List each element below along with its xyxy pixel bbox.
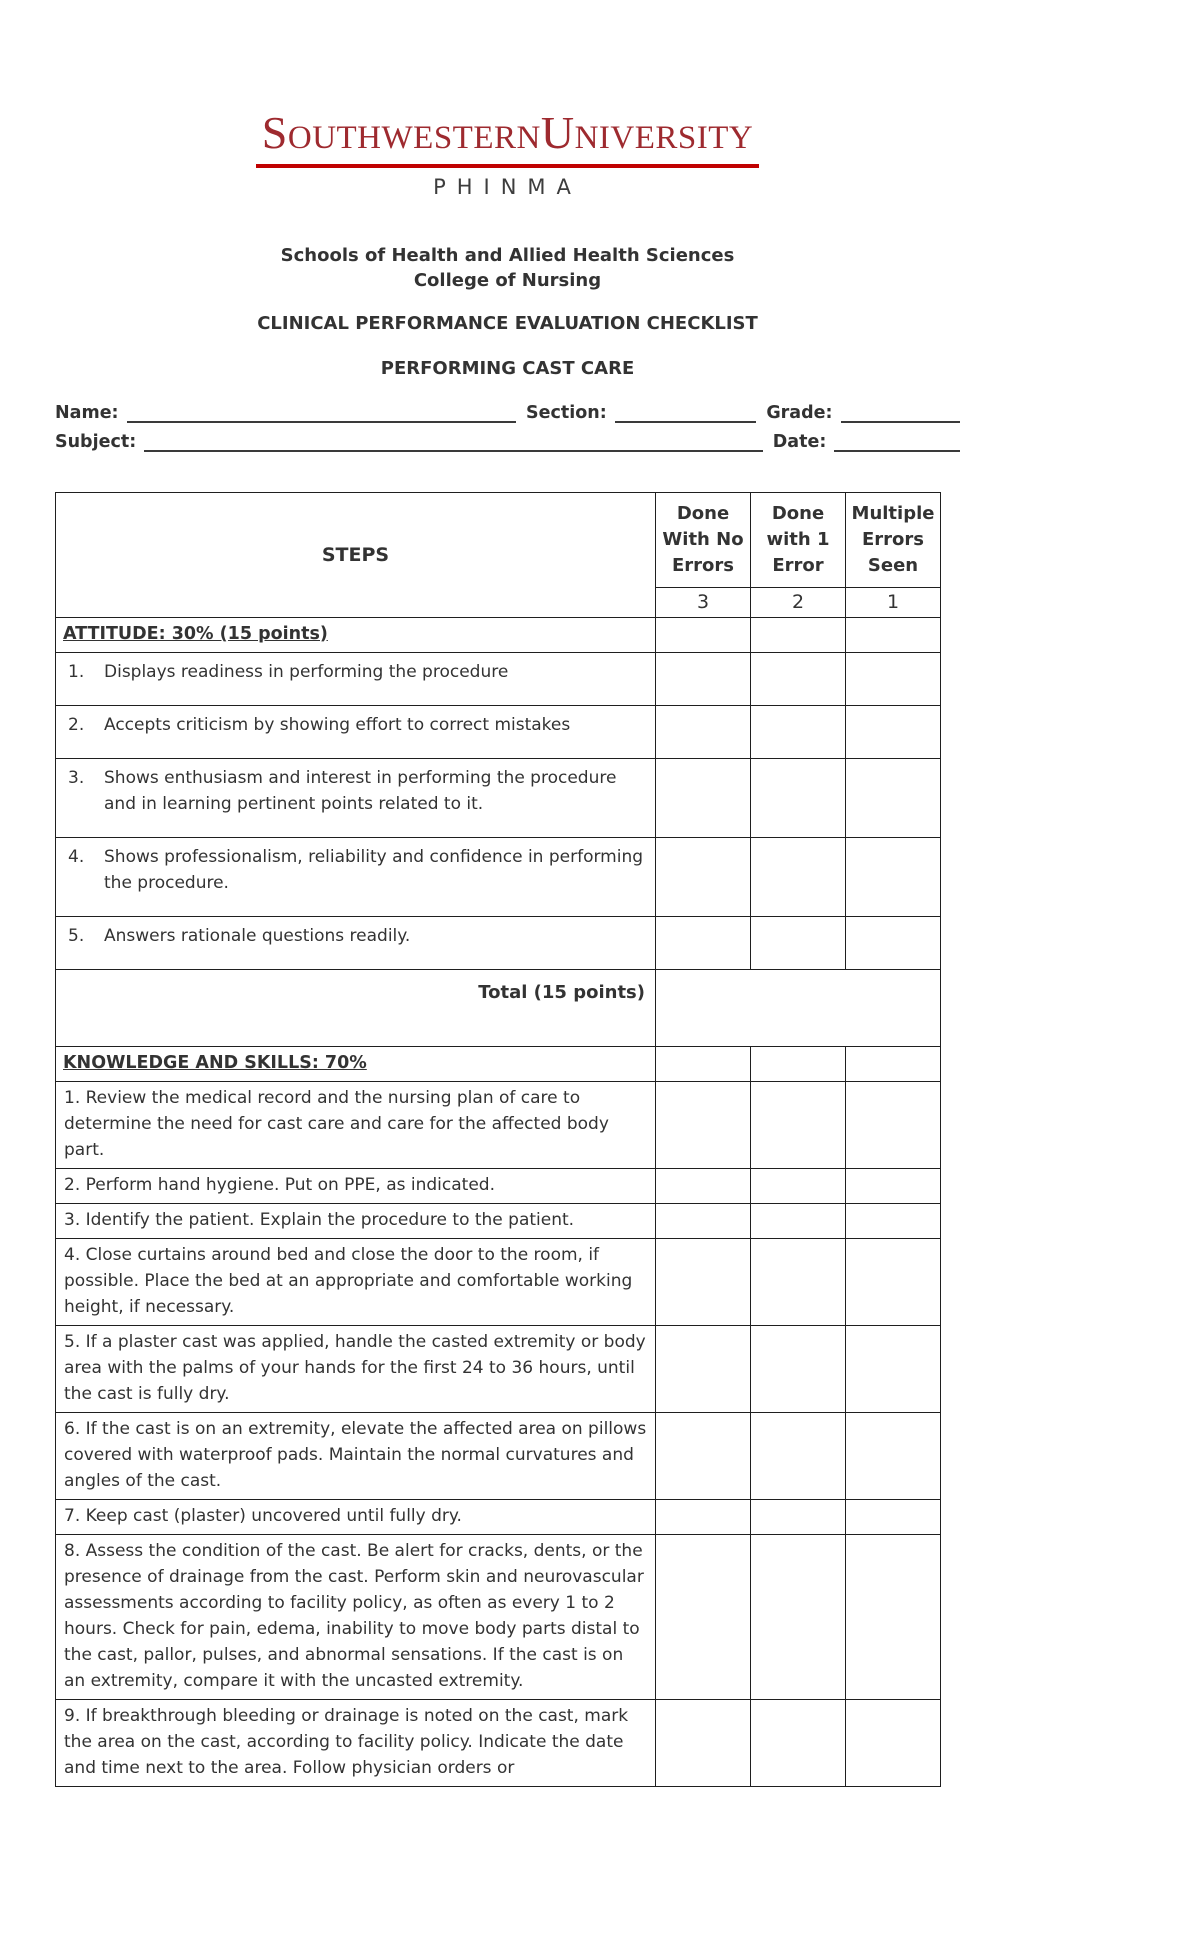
step-number: 5. [68,925,85,946]
evaluation-checklist-table [55,492,941,1787]
section-blank-field [615,401,757,423]
school-name: Schools of Health and Allied Health Sciences [280,244,735,266]
score-cell [751,837,846,916]
score-cell [656,617,751,652]
step-text: Answers rationale questions readily. [104,925,411,946]
score-cell [751,652,846,705]
step-number: 2. [68,714,85,735]
table-row [56,1168,941,1203]
score-cell [656,758,751,837]
table-row [56,916,941,969]
date-label: Date: [772,431,827,452]
step-text: 8. Assess the condition of the cast. Be alert for cracks, dents, or the presence of drainage from the cast. Perform skin and neurovascular assessments according to facility policy, as often as every 1 to 2 hours. Check for pain, edema, inability to move body parts distal to the cast, pallor, pulses, and abnormal sensations. If the cast is on an extremity, compare it with the uncasted extremity. [56,1534,656,1699]
score-cell [656,1412,751,1499]
step-text: 4. Close curtains around bed and close the door to the room, if possible. Place the bed at an appropriate and comfortable working height, if necessary. [56,1238,656,1325]
table-row [56,1325,941,1412]
score-cell [846,1325,941,1412]
score-cell [656,1238,751,1325]
score-cell [751,1081,846,1168]
step-text: 5. If a plaster cast was applied, handle the casted extremity or body area with the palms of your hands for the first 24 to 36 hours, until the cast is fully dry. [56,1325,656,1412]
logo-word-southwestern: SOUTHWESTERN [261,107,541,158]
score-cell [751,1238,846,1325]
step-text: 2. Perform hand hygiene. Put on PPE, as indicated. [56,1168,656,1203]
score-cell [846,1238,941,1325]
score-cell [751,705,846,758]
score-value-2: 2 [751,587,846,617]
table-header-row [56,492,941,587]
procedure-title: PERFORMING CAST CARE [380,357,635,379]
column-header-no-errors: Done With No Errors [656,492,751,587]
score-cell [846,837,941,916]
attitude-section-row [56,617,941,652]
score-cell [751,758,846,837]
score-cell [846,705,941,758]
step-cell [56,705,656,758]
score-cell [656,1203,751,1238]
step-number: 4. [68,846,85,867]
name-blank-field [127,401,516,423]
score-cell [656,652,751,705]
step-text: 3. Identify the patient. Explain the procedure to the patient. [56,1203,656,1238]
subject-date-line [55,430,960,452]
step-cell [56,652,656,705]
score-cell [751,1046,846,1081]
score-cell [656,1081,751,1168]
score-value-3: 3 [656,587,751,617]
column-header-one-error: Done with 1 Error [751,492,846,587]
logo-wordmark [256,108,759,168]
attitude-section-heading: ATTITUDE: 30% (15 points) [56,617,656,652]
section-label: Section: [526,402,607,423]
table-row [56,837,941,916]
step-number: 3. [68,767,85,788]
score-cell [846,1168,941,1203]
student-info-form [55,401,960,452]
step-text: Shows professionalism, reliability and confidence in performing the procedure. [104,846,644,893]
score-cell [656,1046,751,1081]
grade-label: Grade: [766,402,833,423]
document-title: CLINICAL PERFORMANCE EVALUATION CHECKLIST [257,312,758,334]
score-cell [846,1046,941,1081]
step-text: Accepts criticism by showing effort to correct mistakes [104,714,571,735]
table-row [56,1499,941,1534]
column-header-multiple-errors: Multiple Errors Seen [846,492,941,587]
step-text: 1. Review the medical record and the nursing plan of care to determine the need for cast care and care for the affected body part. [56,1081,656,1168]
step-text: 9. If breakthrough bleeding or drainage is noted on the cast, mark the area on the cast, according to facility policy. Indicate the date and time next to the area. Follow physician orders or [56,1699,656,1786]
table-row [56,652,941,705]
score-cell [751,1168,846,1203]
logo-phinma-text: PHINMA [433,174,582,199]
score-cell [846,1081,941,1168]
step-text: Displays readiness in performing the procedure [104,661,509,682]
score-cell [751,1412,846,1499]
score-cell [751,1325,846,1412]
score-value-1: 1 [846,587,941,617]
score-cell [656,1699,751,1786]
score-cell [751,617,846,652]
subject-label: Subject: [55,431,137,452]
name-section-grade-line [55,401,960,423]
grade-blank-field [841,401,960,423]
score-cell [846,1699,941,1786]
score-cell [846,617,941,652]
table-row [56,1412,941,1499]
table-row [56,1699,941,1786]
score-cell [656,837,751,916]
table-row [56,1203,941,1238]
score-cell [846,652,941,705]
step-cell [56,916,656,969]
column-header-steps: STEPS [56,492,656,617]
score-cell [846,1203,941,1238]
score-cell [751,1699,846,1786]
step-text: 7. Keep cast (plaster) uncovered until fully dry. [56,1499,656,1534]
score-cell [751,1203,846,1238]
score-cell [751,1499,846,1534]
attitude-total-row [56,969,941,1046]
table-row [56,705,941,758]
score-cell [751,916,846,969]
logo-word-university: UNIVERSITY [540,107,754,158]
subject-blank-field [144,430,763,452]
date-blank-field [834,430,960,452]
score-cell [656,1168,751,1203]
score-cell [846,1499,941,1534]
score-cell [656,1534,751,1699]
score-cell [656,705,751,758]
document-headings [55,243,960,381]
table-row [56,1081,941,1168]
document-page [55,108,960,1787]
score-cell [656,916,751,969]
score-cell [846,1412,941,1499]
knowledge-section-heading: KNOWLEDGE AND SKILLS: 70% [56,1046,656,1081]
score-cell [656,1325,751,1412]
score-cell [846,758,941,837]
attitude-total-score-cell [656,969,941,1046]
step-cell [56,837,656,916]
score-cell [846,1534,941,1699]
table-row [56,1238,941,1325]
step-number: 1. [68,661,85,682]
step-text: 6. If the cast is on an extremity, elevate the affected area on pillows covered with waterproof pads. Maintain the normal curvatures and angles of the cast. [56,1412,656,1499]
table-row [56,758,941,837]
table-row [56,1534,941,1699]
score-cell [846,916,941,969]
university-logo [55,108,960,199]
step-cell [56,758,656,837]
college-name: College of Nursing [413,269,602,291]
name-label: Name: [55,402,119,423]
step-text: Shows enthusiasm and interest in performing the procedure and in learning pertinent points related to it. [104,767,617,814]
score-cell [656,1499,751,1534]
score-cell [751,1534,846,1699]
knowledge-section-row [56,1046,941,1081]
attitude-total-label: Total (15 points) [56,969,656,1046]
